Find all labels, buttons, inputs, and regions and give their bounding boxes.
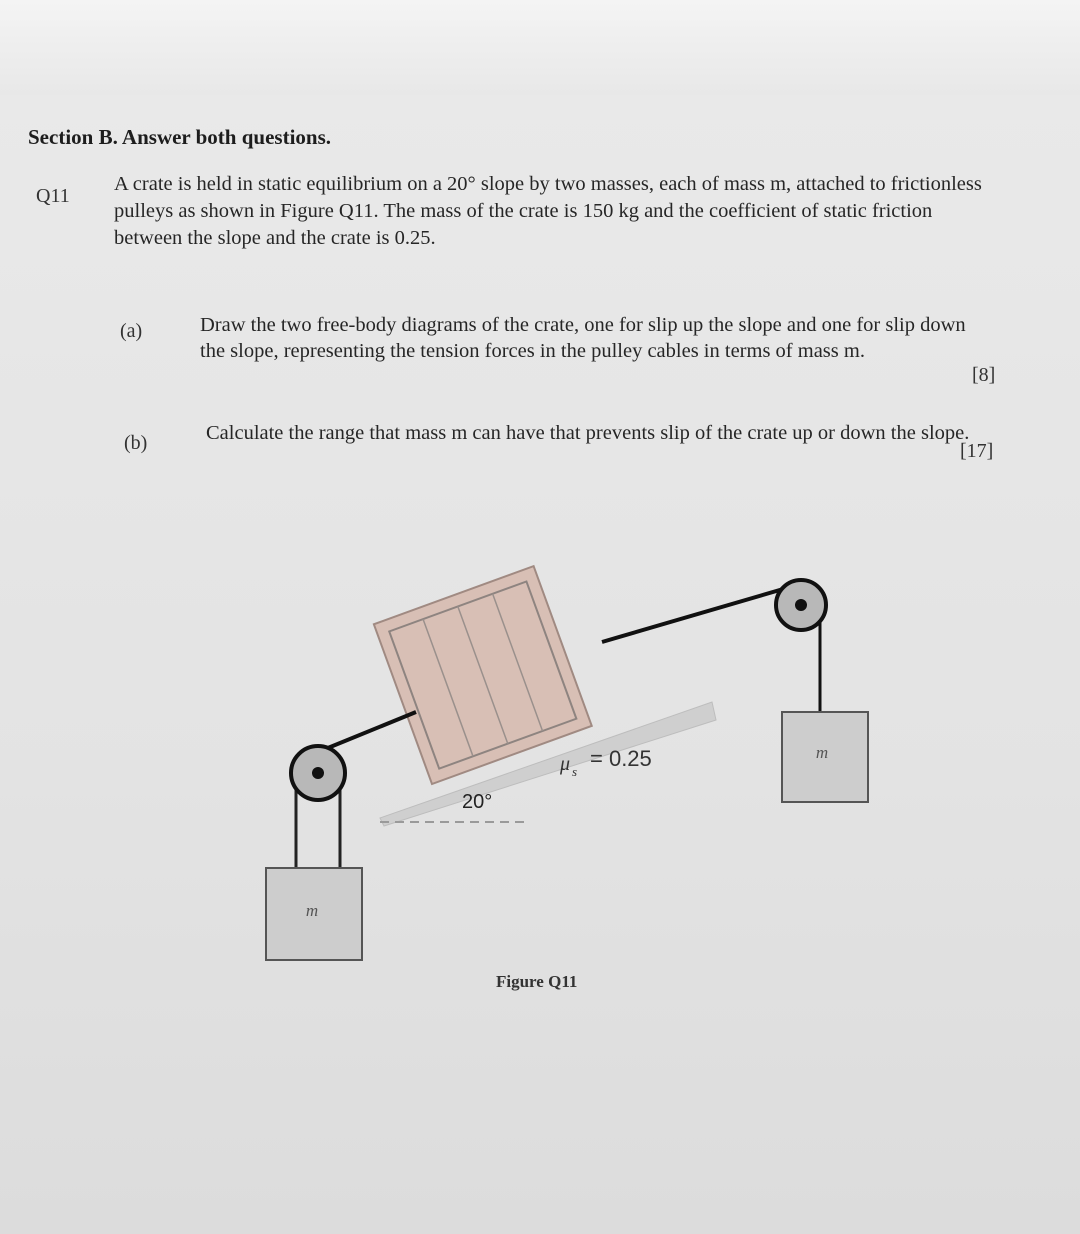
figure-caption: Figure Q11 bbox=[496, 972, 578, 991]
question-text: A crate is held in static equilibrium on a 20° slope by two masses, each of mass m, attached to frictionless pulleys as shown in Figure Q11. The mass of the crate is 150 kg and the coefficient of static friction between the slope and the crate is 0.25. bbox=[114, 173, 982, 249]
angle-label: 20° bbox=[462, 791, 493, 813]
mu-value: = 0.25 bbox=[590, 746, 652, 771]
left-mass-label: m bbox=[305, 901, 319, 920]
right-pulley-axle bbox=[795, 599, 807, 611]
mu-symbol: μ bbox=[560, 753, 571, 775]
part-a-text: Draw the two free-body diagrams of the crate, one for slip up the slope and one for slip down the slope, representing the tension forces in the pulley cables in terms of mass m. bbox=[200, 314, 966, 362]
part-b-label: (b) bbox=[124, 432, 148, 454]
section-heading: Section B. Answer both questions. bbox=[28, 125, 332, 149]
part-b-text: Calculate the range that mass m can have that prevents slip of the crate up or down the slope. bbox=[206, 422, 970, 444]
crate bbox=[374, 566, 592, 784]
upper-cable bbox=[602, 587, 790, 642]
question-number: Q11 bbox=[36, 185, 70, 207]
part-b-marks: [17] bbox=[960, 440, 994, 462]
left-pulley-axle bbox=[312, 767, 324, 779]
part-a-label: (a) bbox=[120, 320, 143, 342]
mu-subscript: s bbox=[572, 764, 578, 779]
lower-cable bbox=[318, 712, 416, 752]
part-a-marks: [8] bbox=[972, 364, 996, 386]
right-mass-label: m bbox=[815, 743, 829, 762]
